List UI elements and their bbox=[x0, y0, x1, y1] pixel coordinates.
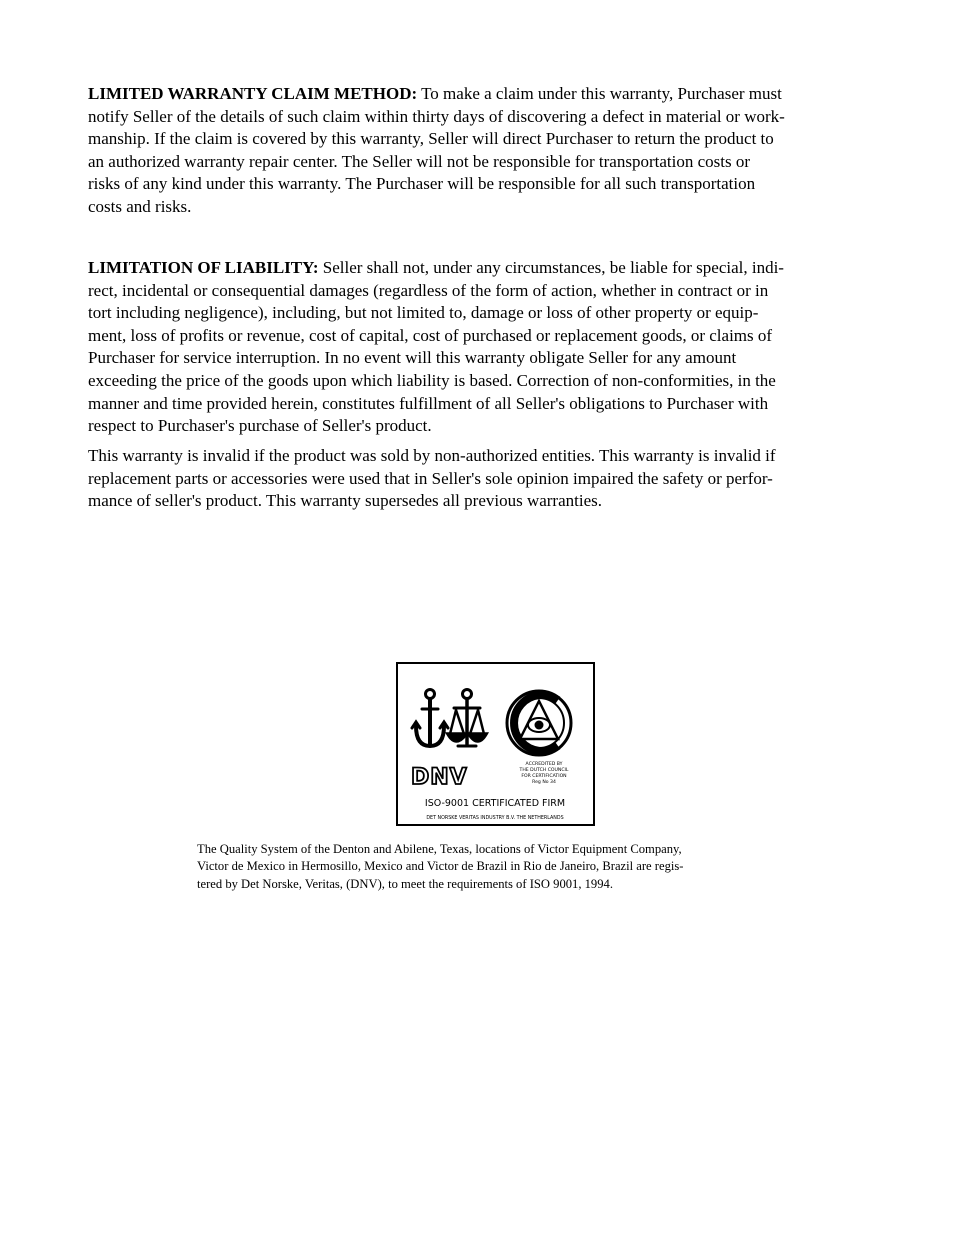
accreditation-line: THE DUTCH COUNCIL bbox=[519, 768, 569, 773]
text-line: notify Seller of the details of such claim within thirty days of discovering a defect in material or work- bbox=[88, 106, 785, 126]
liability-heading: LIMITATION OF LIABILITY: bbox=[88, 258, 319, 277]
accreditation-line: Reg No 34 bbox=[532, 780, 556, 785]
caption-line: Victor de Mexico in Hermosillo, Mexico and Victor de Brazil in Rio de Janeiro, Brazil are regis- bbox=[197, 859, 684, 874]
text-line: tort including negligence), including, but not limited to, damage or loss of other property or equip- bbox=[88, 303, 759, 323]
text-line: risks of any kind under this warranty. The Purchaser will be responsible for all such transportation bbox=[88, 174, 756, 194]
dnv-certification-emblem bbox=[398, 664, 593, 824]
text-line: an authorized warranty repair center. The Seller will not be responsible for transportation costs or bbox=[88, 151, 750, 171]
text-line: mance of seller's product. This warranty supersedes all previous warranties. bbox=[88, 491, 603, 511]
text-line: costs and risks. bbox=[88, 196, 192, 216]
scales-icon bbox=[448, 690, 486, 747]
dutch-council-seal-icon bbox=[507, 691, 571, 755]
dnv-certification-box bbox=[396, 662, 595, 826]
text-line: manship. If the claim is covered by this warranty, Seller will direct Purchaser to return the product to bbox=[88, 129, 774, 149]
text-line: This warranty is invalid if the product was sold by non-authorized entities. This warranty is invalid if bbox=[88, 446, 776, 465]
accreditation-line: ACCREDITED BY bbox=[525, 762, 563, 767]
quality-system-caption bbox=[197, 841, 757, 893]
liability-paragraph bbox=[88, 257, 868, 438]
text-line: manner and time provided herein, constitutes fulfillment of all Seller's obligations to Purchaser with bbox=[88, 393, 769, 413]
anchor-icon bbox=[412, 690, 448, 747]
invalid-warranty-paragraph bbox=[88, 445, 868, 513]
text-line: Seller shall not, under any circumstances, be liable for special, indi- bbox=[318, 258, 784, 277]
text-line: Purchaser for service interruption. In no event will this warranty obligate Seller for any amount bbox=[88, 348, 737, 368]
text-line: rect, incidental or consequential damages (regardless of the form of action, whether in contract or in bbox=[88, 280, 769, 300]
caption-line: The Quality System of the Denton and Abilene, Texas, locations of Victor Equipment Company, bbox=[197, 842, 682, 856]
text-line: replacement parts or accessories were used that in Seller's sole opinion impaired the safety or perfor- bbox=[88, 468, 773, 488]
dnv-logo-text: DNV bbox=[411, 765, 468, 790]
accreditation-line: FOR CERTIFICATION bbox=[521, 774, 567, 779]
text-line: respect to Purchaser's purchase of Seller's product. bbox=[88, 416, 432, 436]
det-norske-veritas-label: DET NORSKE VERITAS INDUSTRY B.V. THE NETHERLANDS bbox=[426, 816, 564, 821]
text-line: To make a claim under this warranty, Purchaser must bbox=[417, 84, 782, 103]
text-line: ment, loss of profits or revenue, cost of capital, cost of purchased or replacement goods, or claims of bbox=[88, 325, 773, 345]
text-line: exceeding the price of the goods upon which liability is based. Correction of non-conformities, in the bbox=[88, 370, 776, 390]
iso-certificated-firm-label: ISO-9001 CERTIFICATED FIRM bbox=[424, 798, 566, 809]
caption-line: tered by Det Norske, Veritas, (DNV), to meet the requirements of ISO 9001, 1994. bbox=[197, 876, 613, 891]
warranty-claim-paragraph bbox=[88, 83, 868, 219]
warranty-claim-heading: LIMITED WARRANTY CLAIM METHOD: bbox=[88, 84, 418, 103]
